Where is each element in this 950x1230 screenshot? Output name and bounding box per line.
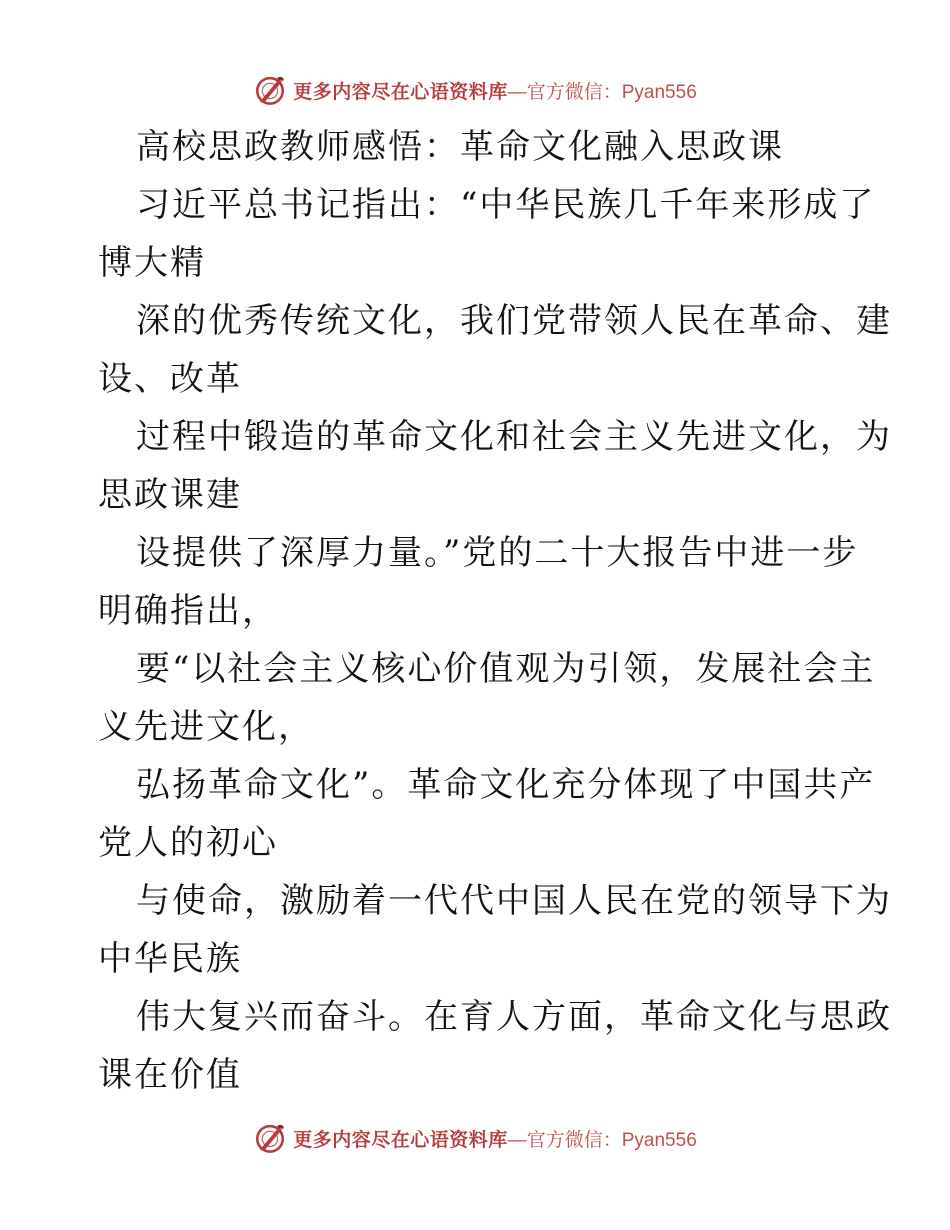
footer-watermark-banner xyxy=(0,1118,950,1158)
paragraph-line: 伟大复兴而奋斗。在育人方面，革命文化与思政 xyxy=(136,997,892,1037)
header-watermark-banner xyxy=(0,70,950,110)
paragraph-line: 思政课建 xyxy=(98,475,242,515)
paragraph-line: 设提供了深厚力量。”党的二十大报告中进一步 xyxy=(136,533,859,573)
document-title: 高校思政教师感悟：革命文化融入思政课 xyxy=(136,127,784,167)
watermark-text xyxy=(293,77,697,104)
paragraph-line: 要“以社会主义核心价值观为引领，发展社会主 xyxy=(136,649,876,689)
paragraph-line: 弘扬革命文化”。革命文化充分体现了中国共产 xyxy=(136,765,876,805)
watermark-text xyxy=(293,1125,697,1152)
paragraph-line: 课在价值 xyxy=(98,1055,242,1095)
quill-seal-logo-icon xyxy=(253,73,287,107)
paragraph-line: 博大精 xyxy=(98,243,206,283)
watermark-contact-text: —官方微信：Pyan556 xyxy=(507,81,697,103)
paragraph-line: 习近平总书记指出：“中华民族几千年来形成了 xyxy=(136,185,876,225)
paragraph-line: 设、改革 xyxy=(98,359,242,399)
quill-seal-logo-icon xyxy=(253,1121,287,1155)
paragraph-line: 义先进文化， xyxy=(98,707,314,747)
paragraph-line: 与使命，激励着一代代中国人民在党的领导下为 xyxy=(136,881,892,921)
paragraph-line: 深的优秀传统文化，我们党带领人民在革命、建 xyxy=(136,301,892,341)
paragraph-line: 明确指出， xyxy=(98,591,278,631)
paragraph-line: 中华民族 xyxy=(98,939,242,979)
paragraph-line: 党人的初心 xyxy=(98,823,278,863)
watermark-main-text: 更多内容尽在心语资料库 xyxy=(293,1128,508,1151)
paragraph-line: 过程中锻造的革命文化和社会主义先进文化，为 xyxy=(136,417,892,457)
watermark-contact-text: —官方微信：Pyan556 xyxy=(507,1129,697,1151)
watermark-main-text: 更多内容尽在心语资料库 xyxy=(293,80,508,103)
